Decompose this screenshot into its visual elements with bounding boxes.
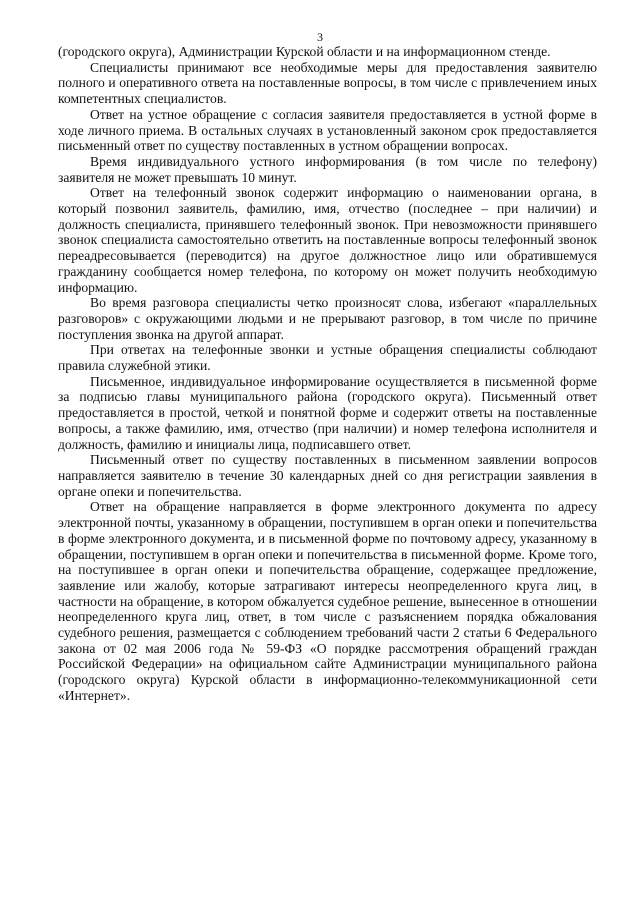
paragraph-continuation: (городского округа), Администрации Курской области и на информационном стенде. — [58, 44, 551, 59]
paragraph-phone-call-answer: Ответ на телефонный звонок содержит информацию о наименовании органа, в который позвонил заявитель, фамилию, имя, отчество (последнее – при наличии) и должность специалиста, принявшего телефонный звонок. При невозможности принявшего звонок специалиста самостоятельно ответить на поставленные вопросы телефонный звонок переадресовывается (переводится) на другое должностное лицо или обратившемуся гражданину сообщается номер телефона, по которому он может получить необходимую информацию. — [58, 185, 597, 295]
paragraph-written-answer-deadline: Письменный ответ по существу поставленных в письменном заявлении вопросов направляется заявителю в течение 30 календарных дней со дня регистрации заявления в органе опеки и попечительства. — [58, 452, 597, 499]
paragraph-conversation-rules: Во время разговора специалисты четко произносят слова, избегают «параллельных разговоров» с окружающими людьми и не прерывают разговор, в том числе по причине поступления звонка на другой аппарат. — [58, 295, 597, 342]
page-number: 3 — [317, 30, 323, 44]
paragraph-electronic-answer: Ответ на обращение направляется в форме электронного документа по адресу электронной почты, указанному в обращении, поступившем в орган опеки и попечительства в форме электронного документа, и в письменной форме по почтовому адресу, указанному в обращении, поступившем в орган опеки и попечительства в письменной форме. Кроме того, на поступившее в орган опеки и попечительства обращение, содержащее предложение, заявление или жалобу, которые затрагивают интересы неопределенного круга лиц, в частности на обращение, в котором обжалуется судебное решение, вынесенное в отношении неопределенного круга лиц, ответ, в том числе с разъяснением порядка обжалования судебного решения, размещается с соблюдением требований части 2 статьи 6 Федерального закона от 02 мая 2006 года № 59-ФЗ «О порядке рассмотрения обращений граждан Российской Федерации» на официальном сайте Администрации муниципального района (городского округа) Курской области в информационно-телекоммуникационной сети «Интернет». — [58, 499, 597, 703]
paragraph-oral-request-answer: Ответ на устное обращение с согласия заявителя предоставляется в устной форме в ходе личного приема. В остальных случаях в установленный законом срок предоставляется письменный ответ по существу поставленных в устном обращении вопросах. — [58, 106, 597, 154]
paragraph-service-ethics: При ответах на телефонные звонки и устные обращения специалисты соблюдают правила служебной этики. — [58, 342, 597, 374]
paragraph-specialists-measures: Специалисты принимают все необходимые меры для предоставления заявителю полного и оперативного ответа на поставленные вопросы, в том числе с привлечением иных компетентных специалистов. — [58, 59, 597, 107]
document-body — [58, 44, 597, 704]
paragraph-written-informing: Письменное, индивидуальное информирование осуществляется в письменной форме за подписью главы муниципального района (городского округа). Письменный ответ предоставляется в простой, четкой и понятной форме и содержит ответы на поставленные вопросы, а также фамилию, имя, отчество (при наличии) и номер телефона исполнителя и должность, фамилию и инициалы лица, подписавшего ответ. — [58, 373, 597, 452]
paragraph-oral-informing-time: Время индивидуального устного информирования (в том числе по телефону) заявителя не может превышать 10 минут. — [58, 153, 597, 185]
